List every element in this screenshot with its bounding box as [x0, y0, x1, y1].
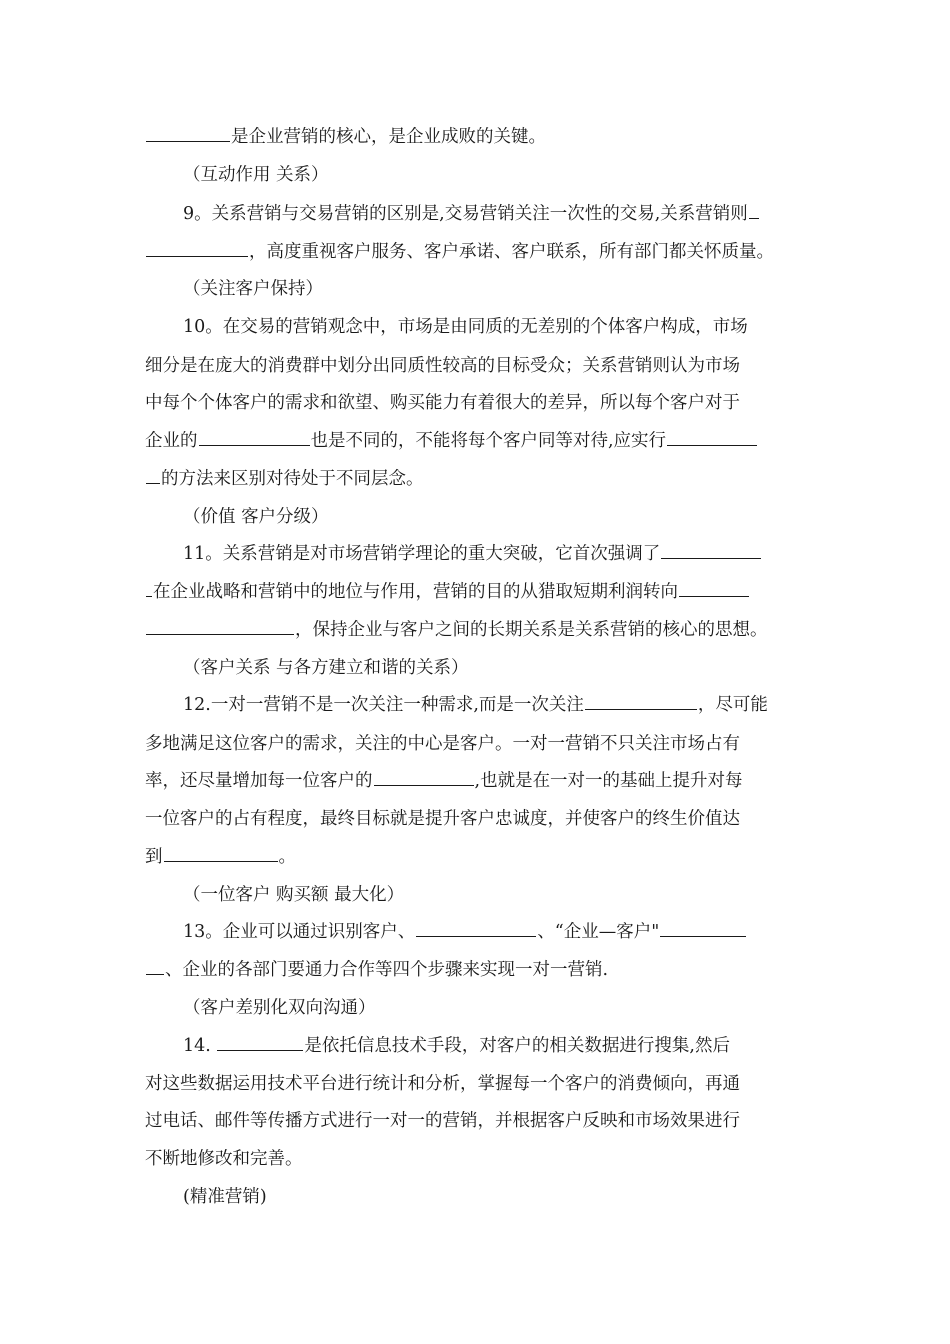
answer-blank: [146, 467, 160, 484]
answer-blank: [146, 580, 152, 597]
answer-blank: [199, 429, 310, 446]
q10-line-4: 企业的 也是不同的，不能将每个客户同等对待,应实行: [145, 429, 758, 453]
q14-line-2: 对这些数据运用技术平台进行统计和分析，掌握每一个客户的消费倾向，再通: [145, 1074, 740, 1094]
answer-blank: [661, 542, 761, 559]
q14-answer: (精准营销): [183, 1187, 267, 1207]
q8-answer: （互动作用 关系）: [183, 165, 329, 185]
q11-line-3: ，保持企业与客户之间的长期关系是关系营销的核心的思想。: [145, 618, 768, 642]
q10-line-5: 的方法来区别对待处于不同层念。: [145, 467, 424, 491]
q10-answer: （价值 客户分级）: [183, 507, 329, 527]
q13-line-1: 13。企业可以通过识别客户、 、“企业—客户": [183, 920, 747, 944]
answer-blank: [416, 920, 536, 937]
answer-blank: [585, 693, 697, 710]
answer-blank: [146, 958, 164, 975]
q11-line-2: 在企业战略和营销中的地位与作用，营销的目的从猎取短期利润转向: [145, 580, 750, 604]
q9-line-2: ，高度重视客户服务、客户承诺、客户联系，所有部门都关怀质量。: [145, 240, 774, 264]
answer-blank: [374, 769, 474, 786]
answer-blank: [146, 125, 230, 142]
answer-blank: [679, 580, 749, 597]
q9-line-1: 9。关系营销与交易营销的区别是,交易营销关注一次性的交易,关系营销则: [183, 202, 760, 226]
q14-line-3: 过电话、邮件等传播方式进行一对一的营销，并根据客户反映和市场效果进行: [145, 1111, 740, 1131]
q8-line-1: 是企业营销的核心，是企业成败的关键。: [145, 125, 546, 149]
q10-line-2: 细分是在庞大的消费群中划分出同质性较高的目标受众；关系营销则认为市场: [145, 356, 740, 376]
q13-line-2: 、企业的各部门要通力合作等四个步骤来实现一对一营销.: [145, 958, 608, 982]
q14-line-1: 14. 是依托信息技术手段，对客户的相关数据进行搜集,然后: [183, 1036, 730, 1056]
answer-blank: [146, 240, 248, 257]
q12-line-3: 率，还尽量增加每一位客户的 ,也就是在一对一的基础上提升对每: [145, 771, 743, 791]
q10-line-1: 10。在交易的营销观念中，市场是由同质的无差别的个体客户构成，市场: [183, 317, 748, 337]
q13-answer: （客户差别化双向沟通）: [183, 998, 376, 1018]
q10-line-3: 中每个个体客户的需求和欲望、购买能力有着很大的差异，所以每个客户对于: [145, 393, 740, 413]
q11-answer: （客户关系 与各方建立和谐的关系）: [183, 658, 469, 678]
q12-line-1: 12.一对一营销不是一次关注一种需求,而是一次关注 ，尽可能: [183, 695, 768, 715]
q12-line-5: 到 。: [145, 847, 296, 867]
answer-blank: [146, 618, 294, 635]
answer-blank: [217, 1034, 303, 1051]
q11-line-1: 11。关系营销是对市场营销学理论的重大突破，它首次强调了: [183, 542, 762, 566]
q12-line-4: 一位客户的占有程度，最终目标就是提升客户忠诚度，并使客户的终生价值达: [145, 809, 740, 829]
answer-blank: [660, 920, 746, 937]
answer-blank: [749, 202, 759, 219]
q12-answer: （一位客户 购买额 最大化）: [183, 885, 405, 905]
answer-blank: [164, 845, 278, 862]
q14-line-4: 不断地修改和完善。: [145, 1149, 303, 1169]
answer-blank: [667, 429, 757, 446]
q9-answer: （关注客户保持）: [183, 279, 323, 299]
q12-line-2: 多地满足这位客户的需求，关注的中心是客户。一对一营销不只关注市场占有: [145, 734, 740, 754]
